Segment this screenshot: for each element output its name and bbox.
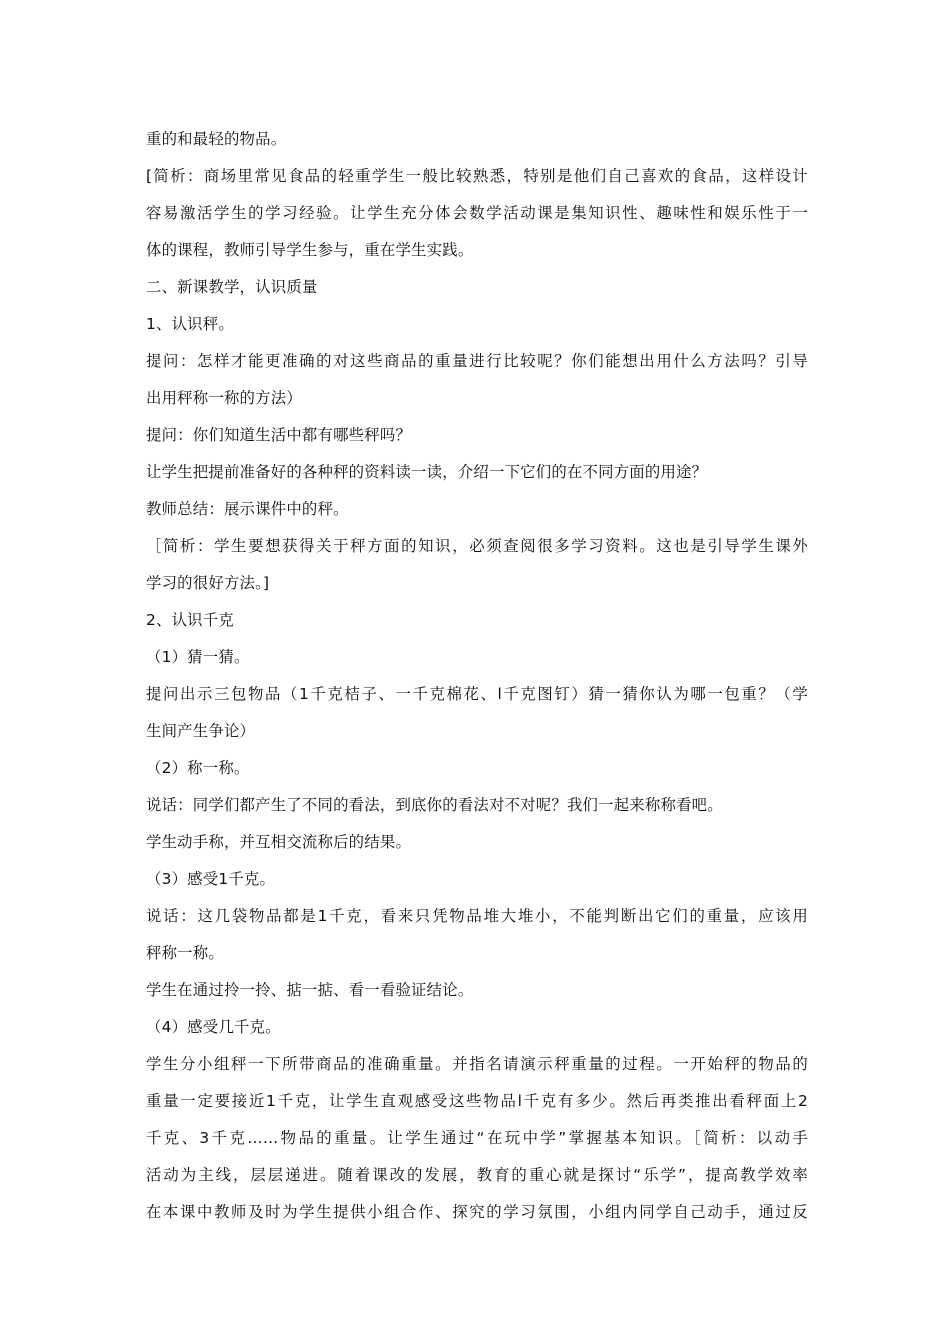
text-line: 学生分小组秤一下所带商品的准确重量。并指名请演示秤重量的过程。一开始秤的物品的 [146, 1055, 808, 1073]
text-line: 说话：这几袋物品都是1千克，看来只凭物品堆大堆小，不能判断出它们的重量，应该用 [146, 907, 808, 925]
text-line: 2、认识千克 [146, 611, 234, 629]
text-line: （2）称一称。 [146, 759, 250, 777]
text-line: 生间产生争论） [146, 722, 256, 740]
text-line: 让学生把提前准备好的各种秤的资料读一读，介绍一下它们的在不同方面的用途？ [146, 463, 708, 481]
text-line: 提问：你们知道生活中都有哪些秤吗？ [146, 426, 412, 444]
text-line: 千克、3千克……物品的重量。让学生通过“在玩中学”掌握基本知识。［简析：以动手 [146, 1129, 808, 1147]
text-line: 重的和最轻的物品。 [146, 130, 287, 148]
text-line: ［简析：学生要想获得关于秤方面的知识，必须查阅很多学习资料。这也是引导学生课外 [146, 537, 808, 555]
text-line: 说话：同学们都产生了不同的看法，到底你的看法对不对呢？我们一起来称称看吧。 [146, 796, 723, 814]
text-line: [简析：商场里常见食品的轻重学生一般比较熟悉，特别是他们自己喜欢的食品，这样设计 [146, 167, 808, 185]
text-line: 出用秤称一称的方法） [146, 389, 302, 407]
text-line: 在本课中教师及时为学生提供小组合作、探究的学习氛围，小组内同学自己动手，通过反 [146, 1203, 808, 1221]
text-line: 学生动手称，并互相交流称后的结果。 [146, 833, 412, 851]
text-line: （1）猜一猜。 [146, 648, 250, 666]
text-line: 体的课程，教师引导学生参与，重在学生实践。 [146, 241, 474, 259]
text-line: 秤称一称。 [146, 944, 224, 962]
document-body [146, 121, 808, 1231]
text-line: 提问：怎样才能更准确的对这些商品的重量进行比较呢？你们能想出用什么方法吗？引导 [146, 352, 808, 370]
text-line: 重量一定要接近1千克，让学生直观感受这些物品l千克有多少。然后再类推出看秤面上2 [146, 1092, 808, 1110]
text-line: 二、新课教学，认识质量 [146, 278, 318, 296]
text-line: 学习的很好方法。] [146, 574, 270, 592]
text-line: 容易激活学生的学习经验。让学生充分体会数学活动课是集知识性、趣味性和娱乐性于一 [146, 204, 808, 222]
text-line: 活动为主线，层层递进。随着课改的发展，教育的重心就是探讨“乐学”，提高教学效率 [146, 1166, 808, 1184]
text-line: 学生在通过拎一拎、掂一掂、看一看验证结论。 [146, 981, 474, 999]
text-line: 教师总结：展示课件中的秤。 [146, 500, 349, 518]
text-line: （3）感受1千克。 [146, 870, 276, 888]
text-line: 提问出示三包物品（1千克桔子、一千克棉花、l千克图钉）猜一猜你认为哪一包重？（学 [146, 685, 808, 703]
text-line: 1、认识秤。 [146, 315, 234, 333]
text-line: （4）感受几千克。 [146, 1018, 281, 1036]
